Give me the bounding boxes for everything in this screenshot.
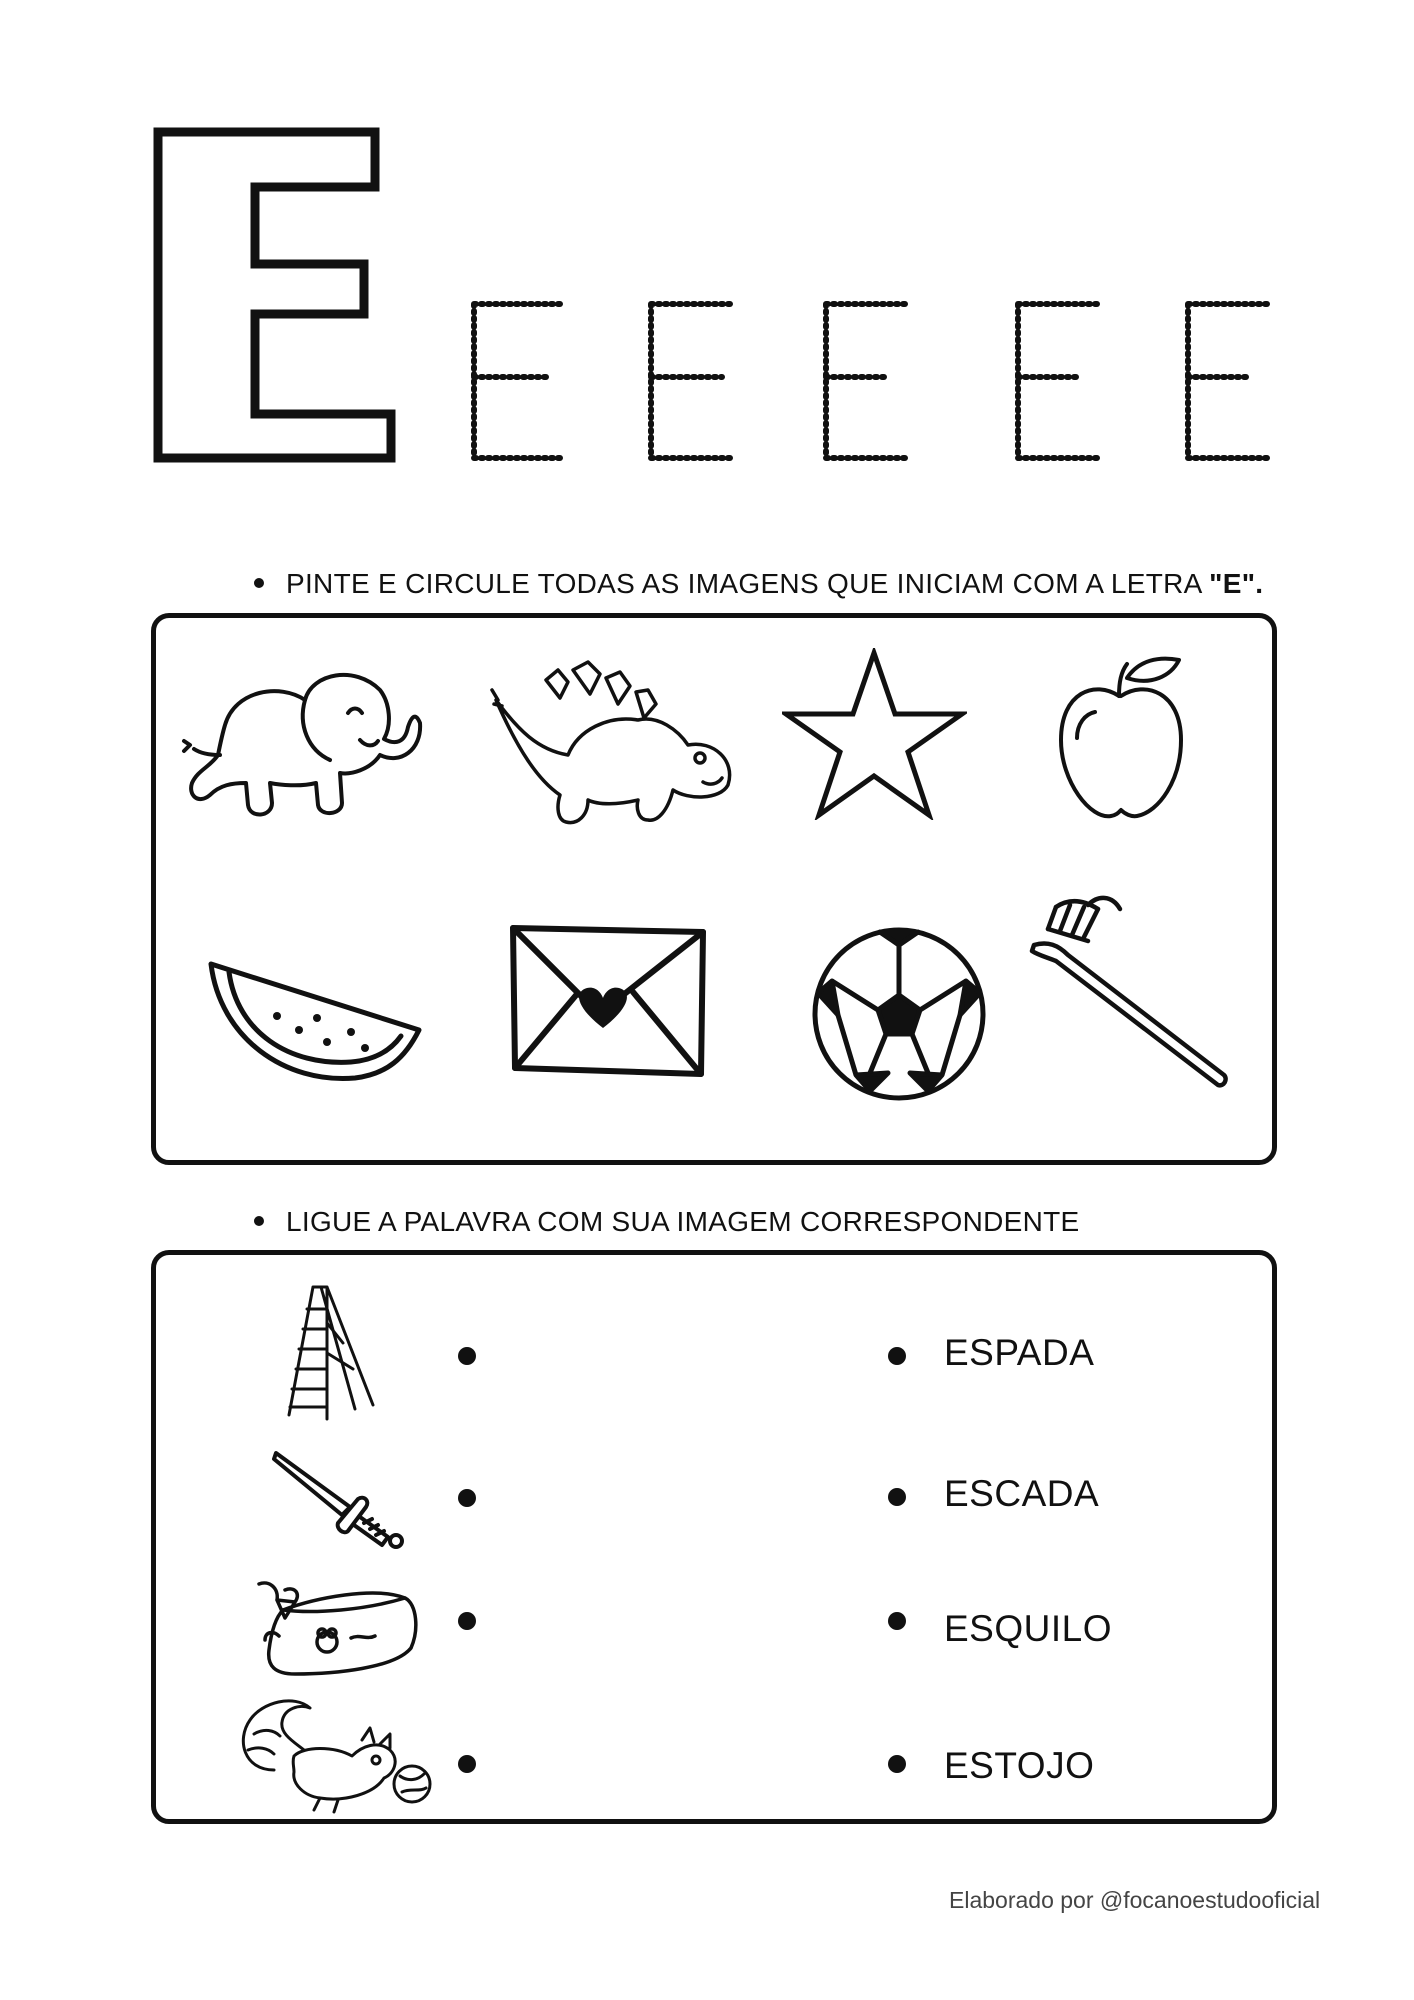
right-connector-dot-3[interactable] xyxy=(888,1612,906,1630)
trace-letter-4 xyxy=(1018,304,1100,458)
bullet-icon xyxy=(254,578,264,588)
toothbrush-icon[interactable] xyxy=(1028,885,1228,1090)
instruction-match xyxy=(254,1206,1080,1238)
credit-text: Elaborado por @focanoestudooficial xyxy=(949,1887,1321,1913)
instruction-circle xyxy=(254,568,1263,600)
instruction-circle-letter: "E". xyxy=(1209,568,1264,599)
soccer-ball-icon[interactable] xyxy=(808,923,990,1105)
ladder-icon[interactable] xyxy=(283,1283,383,1423)
trace-letter-1 xyxy=(474,304,562,458)
left-connector-dot-1[interactable] xyxy=(458,1347,476,1365)
word-escada[interactable]: ESCADA xyxy=(944,1473,1100,1514)
sword-icon[interactable] xyxy=(272,1449,412,1549)
word-esquilo[interactable]: ESQUILO xyxy=(944,1608,1112,1649)
right-connector-dot-4[interactable] xyxy=(888,1755,906,1773)
right-connector-dot-1[interactable] xyxy=(888,1347,906,1365)
elephant-icon[interactable] xyxy=(180,655,425,830)
dinosaur-icon[interactable] xyxy=(488,660,738,830)
word-estojo[interactable]: ESTOJO xyxy=(944,1745,1095,1786)
letter-header xyxy=(0,0,1414,480)
instruction-match-text: LIGUE A PALAVRA COM SUA IMAGEM CORRESPONDENTE xyxy=(286,1206,1080,1237)
instruction-circle-text: PINTE E CIRCULE TODAS AS IMAGENS QUE INICIAM COM A LETRA xyxy=(286,568,1210,599)
trace-letter-2 xyxy=(651,304,734,458)
envelope-icon[interactable] xyxy=(507,918,707,1082)
squirrel-icon[interactable] xyxy=(234,1690,434,1815)
left-connector-dot-4[interactable] xyxy=(458,1755,476,1773)
watermelon-icon[interactable] xyxy=(205,958,425,1088)
big-outline-letter xyxy=(158,132,391,458)
right-connector-dot-2[interactable] xyxy=(888,1488,906,1506)
left-connector-dot-3[interactable] xyxy=(458,1612,476,1630)
bullet-icon xyxy=(254,1216,264,1226)
trace-letter-3 xyxy=(826,304,909,458)
pencil-case-icon[interactable] xyxy=(255,1570,420,1680)
star-icon[interactable] xyxy=(782,648,967,820)
word-espada[interactable]: ESPADA xyxy=(944,1332,1095,1373)
left-connector-dot-2[interactable] xyxy=(458,1489,476,1507)
trace-letter-5 xyxy=(1188,304,1271,458)
apple-icon[interactable] xyxy=(1055,652,1187,824)
